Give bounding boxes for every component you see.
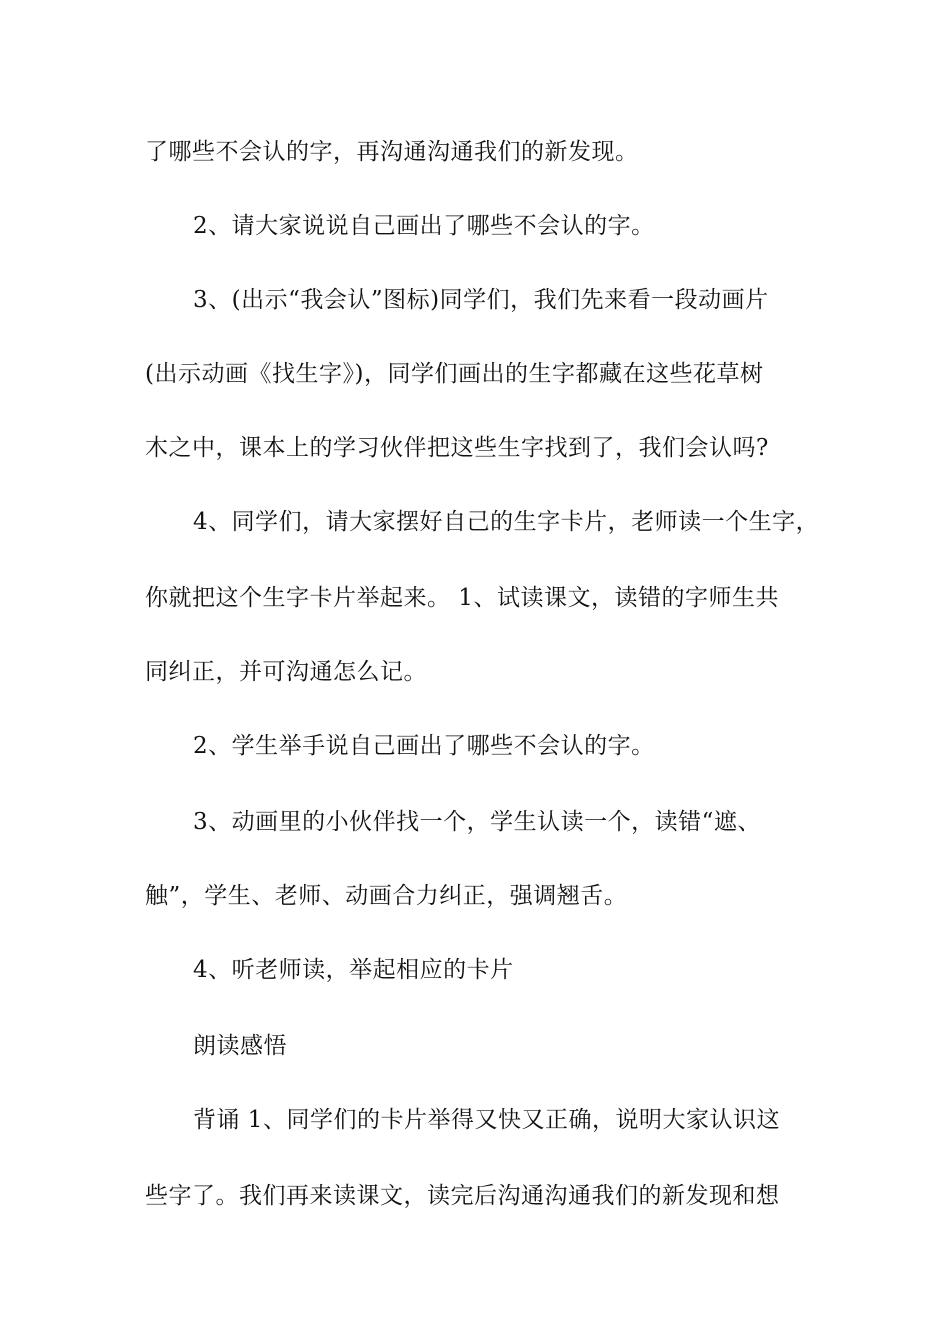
text-line: 木之中，课本上的学习伙伴把这些生字找到了，我们会认吗? <box>145 435 769 461</box>
text-line: 背诵 1、同学们的卡片举得又快又正确，说明大家认识这 <box>193 1107 780 1133</box>
section-heading: 朗读感悟 <box>193 1033 287 1059</box>
text-line: 4、听老师读，举起相应的卡片 <box>193 957 514 983</box>
text-line: 触”，学生、老师、动画合力纠正，强调翘舌。 <box>145 883 628 909</box>
text-line: 你就把这个生字卡片举起来。 1、试读课文，读错的字师生共 <box>145 585 779 611</box>
text-line: 2、学生举手说自己画出了哪些不会认的字。 <box>193 733 655 759</box>
text-line: 3、(出示“我会认”图标)同学们，我们先来看一段动画片 <box>193 287 769 313</box>
text-line: 些字了。我们再来读课文，读完后沟通沟通我们的新发现和想 <box>145 1183 780 1209</box>
text-line: 4、同学们，请大家摆好自己的生字卡片，老师读一个生字， <box>193 509 820 535</box>
text-line: 同纠正，并可沟通怎么记。 <box>145 659 427 685</box>
text-line: (出示动画《找生字》)，同学们画出的生字都藏在这些花草树 <box>145 361 764 387</box>
text-line: 了哪些不会认的字，再沟通沟通我们的新发现。 <box>145 139 639 165</box>
text-line: 3、动画里的小伙伴找一个，学生认读一个，读错“遮、 <box>193 809 761 835</box>
text-line: 2、请大家说说自己画出了哪些不会认的字。 <box>193 213 655 239</box>
